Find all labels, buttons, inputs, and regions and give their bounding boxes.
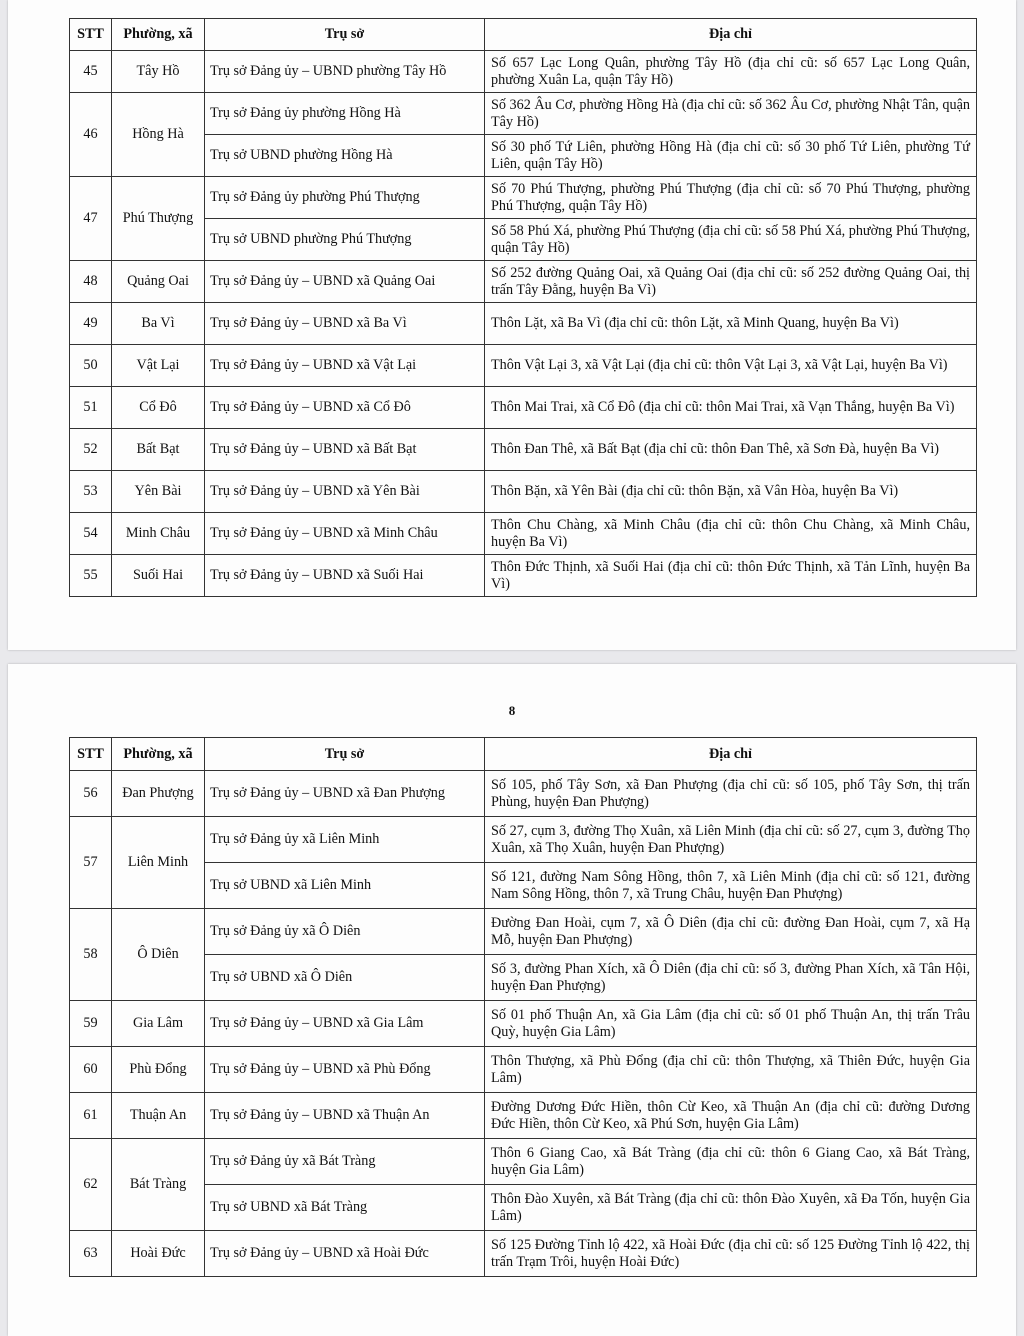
table-row (70, 1001, 977, 1047)
office-name: Trụ sở Đảng ủy – UBND xã Ba Vì (205, 303, 485, 345)
table-row (70, 345, 977, 387)
office-name: Trụ sở UBND xã Bát Tràng (205, 1185, 485, 1231)
office-address: Đường Dương Đức Hiền, thôn Cừ Keo, xã Thuận An (địa chỉ cũ: đường Dương Đức Hiền, thôn Cừ Keo, xã Phú Sơn, huyện Gia Lâm) (485, 1093, 977, 1139)
office-address: Thôn Bặn, xã Yên Bài (địa chỉ cũ: thôn Bặn, xã Vân Hòa, huyện Ba Vì) (485, 471, 977, 513)
row-number: 51 (70, 387, 112, 429)
table-row (70, 555, 977, 597)
table-row (70, 955, 977, 1001)
table-row (70, 771, 977, 817)
row-number: 48 (70, 261, 112, 303)
office-address: Số 58 Phú Xá, phường Phú Thượng (địa chỉ cũ: số 58 Phú Xá, phường Phú Thượng, quận Tây Hồ) (485, 219, 977, 261)
office-address: Số 105, phố Tây Sơn, xã Đan Phượng (địa chỉ cũ: số 105, phố Tây Sơn, thị trấn Phùng, huyện Đan Phượng) (485, 771, 977, 817)
page-number: 8 (508, 703, 516, 718)
row-number: 62 (70, 1139, 112, 1231)
office-address: Thôn Thượng, xã Phù Đổng (địa chỉ cũ: thôn Thượng, xã Thiên Đức, huyện Gia Lâm) (485, 1047, 977, 1093)
office-address: Số 01 phố Thuận An, xã Gia Lâm (địa chỉ cũ: số 01 phố Thuận An, thị trấn Trâu Quỳ, huyện Gia Lâm) (485, 1001, 977, 1047)
document-page-1 (8, 0, 1016, 650)
office-name: Trụ sở Đảng ủy – UBND xã Bất Bạt (205, 429, 485, 471)
office-address-table-2 (69, 737, 977, 1277)
table-row (70, 471, 977, 513)
office-name: Trụ sở Đảng ủy – UBND xã Cổ Đô (205, 387, 485, 429)
ward-name: Suối Hai (112, 555, 205, 597)
office-name: Trụ sở Đảng ủy – UBND xã Yên Bài (205, 471, 485, 513)
table-header-row (70, 19, 977, 51)
row-number: 56 (70, 771, 112, 817)
row-number: 55 (70, 555, 112, 597)
office-address: Số 27, cụm 3, đường Thọ Xuân, xã Liên Minh (địa chỉ cũ: số 27, cụm 3, đường Thọ Xuân, xã Thọ Xuân, huyện Đan Phượng) (485, 817, 977, 863)
ward-name: Quảng Oai (112, 261, 205, 303)
office-address: Số 252 đường Quảng Oai, xã Quảng Oai (địa chỉ cũ: số 252 đường Quảng Oai, thị trấn Tây Đằng, huyện Ba Vì) (485, 261, 977, 303)
office-name: Trụ sở Đảng ủy phường Phú Thượng (205, 177, 485, 219)
office-address: Thôn Chu Chàng, xã Minh Châu (địa chỉ cũ: thôn Chu Chàng, xã Minh Châu, huyện Ba Vì) (485, 513, 977, 555)
table-row (70, 817, 977, 863)
header-ward: Phường, xã (112, 19, 205, 51)
office-name: Trụ sở UBND xã Liên Minh (205, 863, 485, 909)
row-number: 46 (70, 93, 112, 177)
table-row (70, 513, 977, 555)
ward-name: Liên Minh (112, 817, 205, 909)
ward-name: Bát Tràng (112, 1139, 205, 1231)
table-row (70, 93, 977, 135)
office-name: Trụ sở Đảng ủy – UBND xã Minh Châu (205, 513, 485, 555)
table-header-row (70, 738, 977, 771)
ward-name: Đan Phượng (112, 771, 205, 817)
office-address: Đường Đan Hoài, cụm 7, xã Ô Diên (địa chỉ cũ: đường Đan Hoài, cụm 7, xã Hạ Mỗ, huyện Đan Phượng) (485, 909, 977, 955)
table-row (70, 303, 977, 345)
document-page-2 (8, 664, 1016, 1336)
office-address: Thôn Vật Lại 3, xã Vật Lại (địa chỉ cũ: thôn Vật Lại 3, xã Vật Lại, huyện Ba Vì) (485, 345, 977, 387)
ward-name: Hoài Đức (112, 1231, 205, 1277)
office-name: Trụ sở UBND phường Phú Thượng (205, 219, 485, 261)
header-office: Trụ sở (205, 19, 485, 51)
header-address: Địa chỉ (485, 19, 977, 51)
ward-name: Hồng Hà (112, 93, 205, 177)
table-row (70, 219, 977, 261)
office-name: Trụ sở Đảng ủy phường Hồng Hà (205, 93, 485, 135)
row-number: 45 (70, 51, 112, 93)
office-address: Số 30 phố Tứ Liên, phường Hồng Hà (địa chỉ cũ: số 30 phố Tứ Liên, phường Tứ Liên, quận Tây Hồ) (485, 135, 977, 177)
row-number: 54 (70, 513, 112, 555)
office-name: Trụ sở Đảng ủy – UBND xã Suối Hai (205, 555, 485, 597)
table-row (70, 1047, 977, 1093)
row-number: 61 (70, 1093, 112, 1139)
row-number: 50 (70, 345, 112, 387)
table-row (70, 429, 977, 471)
table-row (70, 909, 977, 955)
ward-name: Bất Bạt (112, 429, 205, 471)
ward-name: Tây Hồ (112, 51, 205, 93)
office-name: Trụ sở Đảng ủy xã Bát Tràng (205, 1139, 485, 1185)
row-number: 59 (70, 1001, 112, 1047)
table-row (70, 1093, 977, 1139)
office-address: Thôn 6 Giang Cao, xã Bát Tràng (địa chỉ cũ: thôn 6 Giang Cao, xã Bát Tràng, huyện Gia Lâm) (485, 1139, 977, 1185)
office-address: Số 121, đường Nam Sông Hồng, thôn 7, xã Liên Minh (địa chỉ cũ: số 121, đường Nam Sông Hồng, thôn 7, xã Trung Châu, huyện Đan Phượng) (485, 863, 977, 909)
row-number: 53 (70, 471, 112, 513)
table-row (70, 863, 977, 909)
header-stt: STT (70, 738, 112, 771)
ward-name: Thuận An (112, 1093, 205, 1139)
office-name: Trụ sở Đảng ủy – UBND xã Vật Lại (205, 345, 485, 387)
office-name: Trụ sở Đảng ủy – UBND xã Gia Lâm (205, 1001, 485, 1047)
office-address: Thôn Đan Thê, xã Bất Bạt (địa chỉ cũ: thôn Đan Thê, xã Sơn Đà, huyện Ba Vì) (485, 429, 977, 471)
office-address: Thôn Lặt, xã Ba Vì (địa chỉ cũ: thôn Lặt, xã Minh Quang, huyện Ba Vì) (485, 303, 977, 345)
office-name: Trụ sở UBND phường Hồng Hà (205, 135, 485, 177)
ward-name: Vật Lại (112, 345, 205, 387)
office-address: Số 362 Âu Cơ, phường Hồng Hà (địa chỉ cũ: số 362 Âu Cơ, phường Nhật Tân, quận Tây Hồ) (485, 93, 977, 135)
office-name: Trụ sở Đảng ủy – UBND xã Đan Phượng (205, 771, 485, 817)
row-number: 58 (70, 909, 112, 1001)
ward-name: Phù Đổng (112, 1047, 205, 1093)
ward-name: Yên Bài (112, 471, 205, 513)
office-address: Số 125 Đường Tỉnh lộ 422, xã Hoài Đức (địa chỉ cũ: số 125 Đường Tỉnh lộ 422, thị trấn Trạm Trôi, huyện Hoài Đức) (485, 1231, 977, 1277)
row-number: 60 (70, 1047, 112, 1093)
row-number: 57 (70, 817, 112, 909)
row-number: 52 (70, 429, 112, 471)
office-address: Thôn Đức Thịnh, xã Suối Hai (địa chỉ cũ: thôn Đức Thịnh, xã Tản Lĩnh, huyện Ba Vì) (485, 555, 977, 597)
table-row (70, 1231, 977, 1277)
table-row (70, 1139, 977, 1185)
ward-name: Gia Lâm (112, 1001, 205, 1047)
ward-name: Minh Châu (112, 513, 205, 555)
office-name: Trụ sở Đảng ủy – UBND phường Tây Hồ (205, 51, 485, 93)
table-row (70, 177, 977, 219)
office-address: Thôn Đào Xuyên, xã Bát Tràng (địa chỉ cũ: thôn Đào Xuyên, xã Đa Tốn, huyện Gia Lâm) (485, 1185, 977, 1231)
header-office: Trụ sở (205, 738, 485, 771)
table-row (70, 1185, 977, 1231)
table-row (70, 135, 977, 177)
row-number: 63 (70, 1231, 112, 1277)
office-name: Trụ sở Đảng ủy – UBND xã Thuận An (205, 1093, 485, 1139)
header-address: Địa chỉ (485, 738, 977, 771)
office-name: Trụ sở Đảng ủy – UBND xã Phù Đổng (205, 1047, 485, 1093)
row-number: 47 (70, 177, 112, 261)
ward-name: Ba Vì (112, 303, 205, 345)
row-number: 49 (70, 303, 112, 345)
office-name: Trụ sở UBND xã Ô Diên (205, 955, 485, 1001)
office-address-table-1 (69, 18, 977, 597)
office-address: Số 657 Lạc Long Quân, phường Tây Hồ (địa chỉ cũ: số 657 Lạc Long Quân, phường Xuân La, quận Tây Hồ) (485, 51, 977, 93)
office-name: Trụ sở Đảng ủy xã Ô Diên (205, 909, 485, 955)
ward-name: Phú Thượng (112, 177, 205, 261)
header-stt: STT (70, 19, 112, 51)
office-address: Thôn Mai Trai, xã Cổ Đô (địa chỉ cũ: thôn Mai Trai, xã Vạn Thắng, huyện Ba Vì) (485, 387, 977, 429)
table-row (70, 261, 977, 303)
header-ward: Phường, xã (112, 738, 205, 771)
ward-name: Ô Diên (112, 909, 205, 1001)
office-name: Trụ sở Đảng ủy – UBND xã Quảng Oai (205, 261, 485, 303)
office-address: Số 70 Phú Thượng, phường Phú Thượng (địa chỉ cũ: số 70 Phú Thượng, phường Phú Thượng, quận Tây Hồ) (485, 177, 977, 219)
table-row (70, 387, 977, 429)
ward-name: Cổ Đô (112, 387, 205, 429)
office-address: Số 3, đường Phan Xích, xã Ô Diên (địa chỉ cũ: số 3, đường Phan Xích, xã Tân Hội, huyện Đan Phượng) (485, 955, 977, 1001)
office-name: Trụ sở Đảng ủy – UBND xã Hoài Đức (205, 1231, 485, 1277)
office-name: Trụ sở Đảng ủy xã Liên Minh (205, 817, 485, 863)
table-row (70, 51, 977, 93)
